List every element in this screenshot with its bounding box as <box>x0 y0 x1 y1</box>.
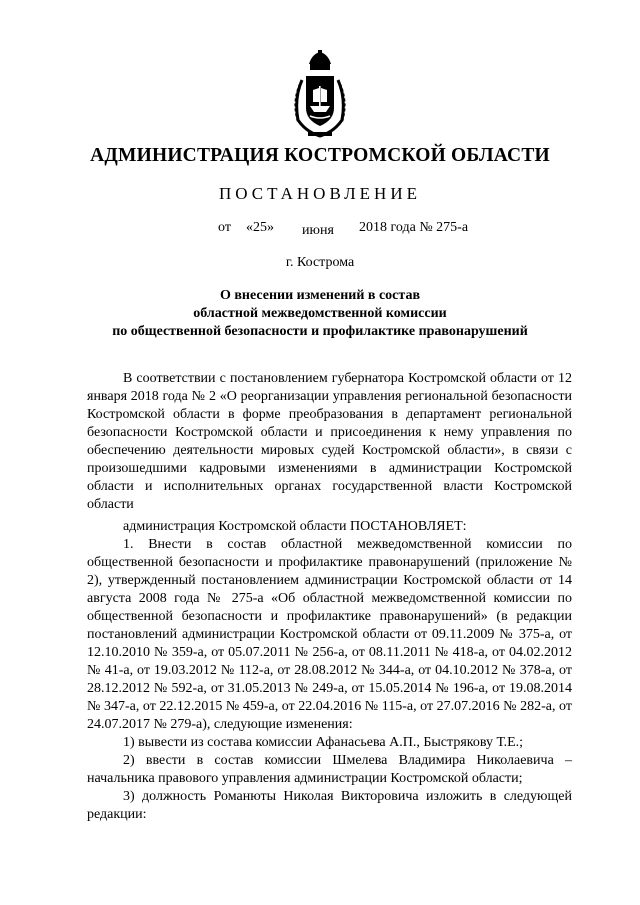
clause-1-item-2: 2) ввести в состав комиссии Шмелева Владимира Николаевича – начальника правового управления администрации Костромской области; <box>87 753 572 786</box>
date-month: июня <box>302 223 334 238</box>
title-line: областной межведомственной комиссии <box>193 306 447 321</box>
document-title <box>60 287 580 341</box>
title-line: О внесении изменений в состав <box>219 288 421 303</box>
coat-of-arms-icon <box>288 50 352 140</box>
date-year-number: 2018 года № 275-а <box>359 220 469 235</box>
clause-1-item-1: 1) вывести из состава комиссии Афанасьева А.П., Быстрякову Т.Е.; <box>123 735 524 750</box>
clause-1-item-3: 3) должность Романюты Николая Викторовича изложить в следующей редакции: <box>87 789 572 822</box>
date-prefix: от <box>218 220 231 235</box>
organization-title: АДМИНИСТРАЦИЯ КОСТРОМСКОЙ ОБЛАСТИ <box>90 145 550 166</box>
city: г. Кострома <box>285 255 355 270</box>
date-day: «25» <box>246 220 274 235</box>
document-body <box>87 370 572 824</box>
resolution-paragraph: администрация Костромской области ПОСТАНОВЛЯЕТ: <box>123 519 467 534</box>
document-type: ПОСТАНОВЛЕНИЕ <box>218 184 421 203</box>
clause-1-paragraph: 1. Внести в состав областной межведомственной комиссии по общественной безопасности и профилактике правонарушений (приложение № 2), утвержденный постановлением администрации Костромской области от 14 августа 2008 года № 275-а «Об областной межведомственной комиссии по общественной безопасности и профилактике правонарушений» (в редакции постановлений администрации Костромской области от 09.11.2009 № 375-а, от 12.10.2010 № 359-а, от 05.07.2011 № 256-а, от 08.11.2011 № 418-а, от 04.02.2012 № 41-а, от 19.03.2012 № 112-а, от 28.08.2012 № 344-а, от 04.10.2012 № 378-а, от 28.12.2012 № 592-а, от 31.05.2013 № 249-а, от 15.05.2014 № 196-а, от 19.08.2014 № 347-а, от 22.12.2015 № 459-а, от 22.04.2016 № 115-а, от 27.07.2016 № 282-а, от 24.07.2017 № 279-а), следующие изменения: <box>87 537 572 732</box>
title-line: по общественной безопасности и профилактике правонарушений <box>112 324 528 339</box>
preamble-paragraph: В соответствии с постановлением губернатора Костромской области от 12 января 2018 года № 2 «О реорганизации управления региональной безопасности Костромской области в форме преобразования в департамент региональной безопасности Костромской области и присоединения к нему управления по обеспечению деятельности мировых судей Костромской области», в связи с произошедшими кадровыми изменениями в администрации Костромской области и исполнительных органах государственной власти Костромской области <box>87 371 572 512</box>
